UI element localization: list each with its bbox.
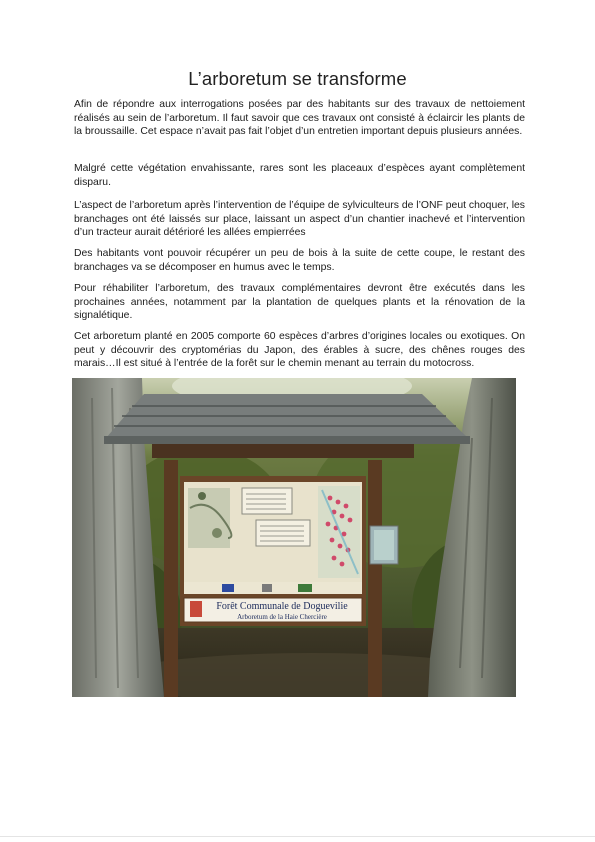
commune-crest-icon	[190, 601, 202, 617]
paragraph	[74, 282, 525, 323]
paragraph-text: L’aspect de l’arboretum après l’intervention de l’équipe de sylviculteurs de l’ONF peut choquer, les branchages ont été laissés sur place, laissant un aspect d’un chantier inachevé et l’intervention d’un tracteur aurait détérioré les allées empierrées	[74, 200, 525, 238]
paragraph-text: Cet arboretum planté en 2005 comporte 60 espèces d’arbres d’origines locales ou exotiques. On peut y découvrir des cryptomérias du Japon, des érables à sucre, des chênes rouges des marais…Il est situé à l’entrée de la forêt sur le chemin menant au terrain du motocross.	[74, 331, 525, 369]
area-map	[188, 488, 230, 548]
sign-text-block	[242, 488, 292, 514]
eu-logo	[222, 584, 234, 592]
roof-edge	[104, 436, 470, 444]
paragraph	[74, 162, 525, 189]
paragraph	[74, 247, 525, 274]
left-sign-post	[164, 460, 178, 697]
sign-title: Forêt Communale de Doguevilie	[216, 601, 348, 612]
paragraph-text: Afin de répondre aux interrogations posées par des habitants sur des travaux de nettoiement réalisés au sein de l’arboretum. Il faut savoir que ces travaux ont consisté à éclaircir les plants de la broussaille. Cet espace n’avait pas fait l’objet d’un entretien important depuis plusieurs années.	[74, 99, 525, 137]
sign-logos-strip	[184, 582, 362, 594]
right-sign-post	[368, 460, 382, 697]
page-bottom-rule	[0, 836, 595, 837]
paragraph-text: Malgré cette végétation envahissante, rares sont les placeaux d’espèces ayant complètement disparu.	[74, 163, 525, 188]
paragraph-text: Des habitants vont pouvoir récupérer un peu de bois à la suite de cette coupe, le restant des branchages va se décomposer en humus avec le temps.	[74, 248, 525, 273]
sign-subtitle: Arboretum de la Haie Chercière	[237, 613, 327, 621]
sign-text-block	[256, 520, 310, 546]
roof-beam	[152, 444, 414, 458]
onf-logo	[298, 584, 312, 592]
paragraph	[74, 199, 525, 240]
paragraph	[74, 330, 525, 371]
page-title: L’arboretum se transforme	[188, 68, 407, 89]
region-logo	[262, 584, 272, 592]
arboretum-sign-photo	[72, 378, 516, 697]
paragraph-text: Pour réhabiliter l’arboretum, des travaux complémentaires devront être exécutés dans les prochaines années, notamment par la plantation de quelques plants et la rénovation de la signalétique.	[74, 283, 525, 321]
photo-illustration	[72, 378, 516, 697]
paragraph	[74, 98, 525, 139]
